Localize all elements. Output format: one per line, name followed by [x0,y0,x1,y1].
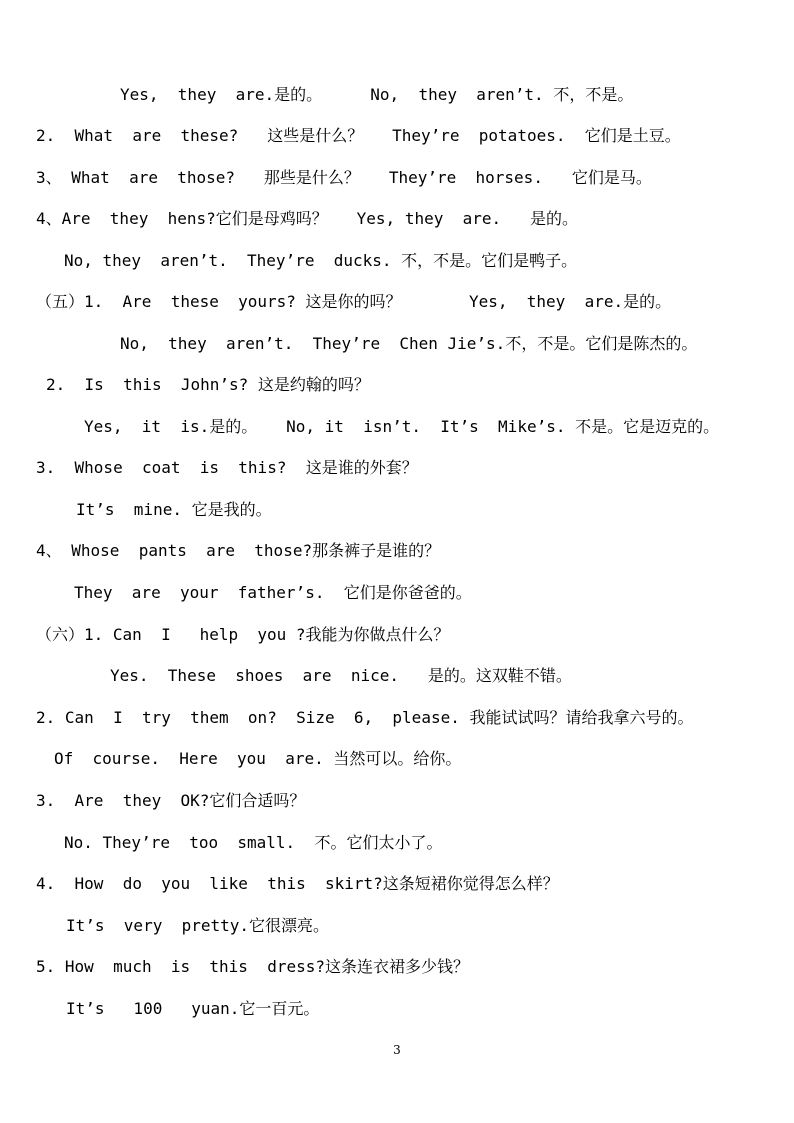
dialogue-line: 3、 What are those? 那些是什么？ They’re horses. 它们是马。 [36,168,652,187]
dialogue-line: No, they aren’t. They’re ducks. 不，不是。它们是鸭子。 [64,251,578,270]
section-heading-five: （五）1. Are these yours? 这是你的吗？ Yes, they are.是的。 [36,292,672,311]
dialogue-line: 2. Can I try them on? Size 6, please. 我能试试吗？请给我拿六号的。 [36,708,694,727]
dialogue-line: Yes. These shoes are nice. 是的。这双鞋不错。 [110,666,572,685]
dialogue-line: Of course. Here you are. 当然可以。给你。 [54,749,462,768]
dialogue-line: 4. How do you like this skirt?这条短裙你觉得怎么样？ [36,874,559,893]
dialogue-line: No. They’re too small. 不。它们太小了。 [64,833,443,852]
dialogue-line: It’s 100 yuan.它一百元。 [66,999,320,1018]
section-heading-six: （六）1. Can I help you ?我能为你做点什么？ [36,625,450,644]
dialogue-line: 4、Are they hens?它们是母鸡吗？ Yes, they are. 是的。 [36,209,579,228]
dialogue-line: It’s very pretty.它很漂亮。 [66,916,330,935]
dialogue-line: It’s mine. 它是我的。 [76,500,272,519]
dialogue-line: 4、 Whose pants are those?那条裤子是谁的？ [36,541,441,560]
page-number: 3 [393,1043,401,1057]
dialogue-line: 2. Is this John’s? 这是约翰的吗？ [46,375,370,394]
dialogue-line: 3. Are they OK?它们合适吗？ [36,791,306,810]
dialogue-line: They are your father’s. 它们是你爸爸的。 [74,583,472,602]
dialogue-line: Yes, they are.是的。 No, they aren’t. 不，不是。 [120,85,634,104]
dialogue-line: 3. Whose coat is this? 这是谁的外套？ [36,458,418,477]
dialogue-line: No, they aren’t. They’re Chen Jie’s.不，不是。它们是陈杰的。 [120,334,698,353]
dialogue-line: Yes, it is.是的。 No, it isn’t. It’s Mike’s. 不是。它是迈克的。 [84,417,720,436]
dialogue-line: 5. How much is this dress?这条连衣裙多少钱？ [36,957,469,976]
dialogue-line: 2. What are these? 这些是什么？ They’re potatoes. 它们是土豆。 [36,126,681,145]
